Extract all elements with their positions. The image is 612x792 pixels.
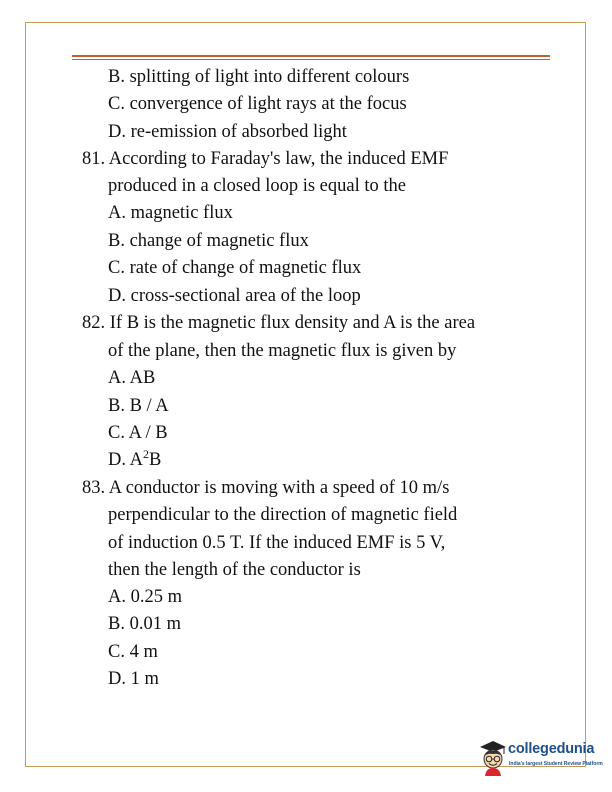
q80-option-d: D. re-emission of absorbed light xyxy=(108,122,347,142)
q82-option-d-superscript: 2 xyxy=(142,446,149,461)
q81-text-line2: produced in a closed loop is equal to the xyxy=(108,176,406,196)
logo-wordmark: collegedunia xyxy=(508,741,595,757)
logo-tagline: India's largest Student Review Platform xyxy=(509,761,603,767)
q83-text-line1: 83. A conductor is moving with a speed of 10 m/s xyxy=(82,478,450,498)
q82-text-line2: of the plane, then the magnetic flux is given by xyxy=(108,341,457,361)
q82-option-d-prefix: D. A xyxy=(108,450,143,470)
q82-option-b: B. B / A xyxy=(108,396,169,416)
q80-option-c: C. convergence of light rays at the focus xyxy=(108,94,407,114)
q83-text-line3: of induction 0.5 T. If the induced EMF is 5 V, xyxy=(108,533,446,553)
q83-option-c: C. 4 m xyxy=(108,642,158,662)
q82-text-line1: 82. If B is the magnetic flux density and A is the area xyxy=(82,313,476,333)
q81-text-line1: 81. According to Faraday's law, the induced EMF xyxy=(82,149,449,169)
q81-option-d: D. cross-sectional area of the loop xyxy=(108,286,361,306)
q82-option-d-suffix: B xyxy=(148,450,162,470)
q81-option-c: C. rate of change of magnetic flux xyxy=(108,258,362,278)
header-rule xyxy=(72,55,550,57)
q80-option-b: B. splitting of light into different colours xyxy=(108,67,410,87)
q81-option-a: A. magnetic flux xyxy=(108,203,233,223)
collegedunia-logo xyxy=(478,738,608,778)
q82-option-a: A. AB xyxy=(108,368,156,388)
q83-option-d: D. 1 m xyxy=(108,669,159,689)
q81-option-b: B. change of magnetic flux xyxy=(108,231,309,251)
q83-text-line4: then the length of the conductor is xyxy=(108,560,361,580)
q83-text-line2: perpendicular to the direction of magnetic field xyxy=(108,505,458,525)
q82-option-d xyxy=(108,446,162,471)
header-rule-thin xyxy=(72,59,550,60)
q82-option-c: C. A / B xyxy=(108,423,168,443)
q83-option-b: B. 0.01 m xyxy=(108,614,181,634)
q83-option-a: A. 0.25 m xyxy=(108,587,182,607)
mascot-icon xyxy=(478,738,508,776)
